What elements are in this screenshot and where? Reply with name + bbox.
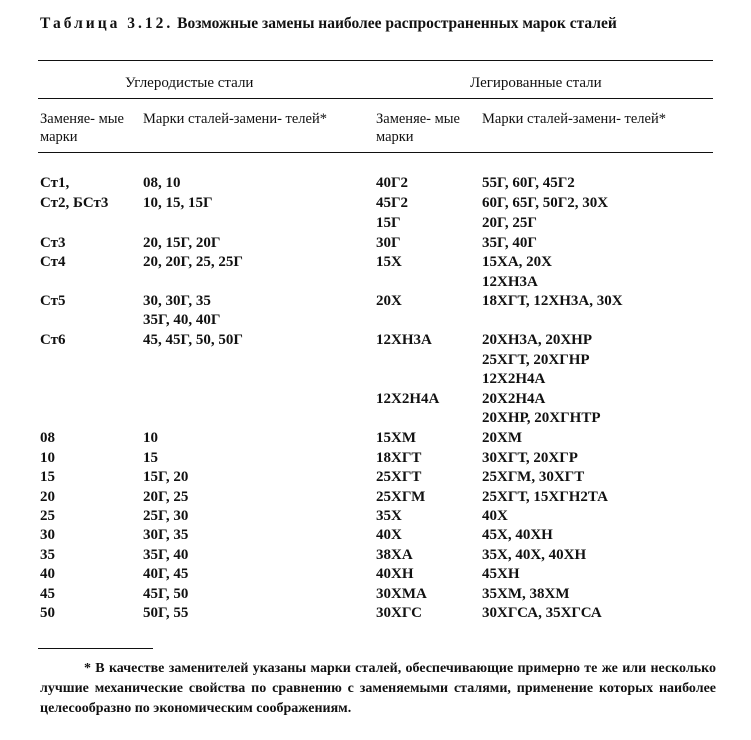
carbon-replaced-cell: 30 bbox=[40, 527, 55, 543]
alloy-substitutes-cell: 35Г, 40Г bbox=[482, 235, 537, 251]
alloy-replaced-cell: 30ХМА bbox=[376, 586, 427, 602]
carbon-substitutes-cell: 10, 15, 15Г bbox=[143, 195, 213, 211]
header-rule bbox=[38, 152, 713, 153]
carbon-substitutes-cell: 20, 20Г, 25, 25Г bbox=[143, 254, 243, 270]
alloy-replaced-cell: 18ХГТ bbox=[376, 450, 422, 466]
carbon-substitutes-cell: 20Г, 25 bbox=[143, 489, 189, 505]
carbon-replaced-cell: 45 bbox=[40, 586, 55, 602]
carbon-replaced-cell: Ст6 bbox=[40, 332, 66, 348]
alloy-substitutes-cell: 20Г, 25Г bbox=[482, 215, 537, 231]
alloy-replaced-cell: 40Х bbox=[376, 527, 402, 543]
alloy-substitutes-cell: 45ХН bbox=[482, 566, 520, 582]
alloy-replaced-cell: 25ХГМ bbox=[376, 489, 426, 505]
alloy-substitutes-cell: 40Х bbox=[482, 508, 508, 524]
carbon-replaced-cell: 35 bbox=[40, 547, 55, 563]
alloy-replaced-cell: 20Х bbox=[376, 293, 402, 309]
section-rule bbox=[38, 98, 713, 99]
carbon-substitutes-cell: 35Г, 40, 40Г bbox=[143, 312, 221, 328]
alloy-substitutes-cell: 55Г, 60Г, 45Г2 bbox=[482, 175, 575, 191]
col-header-carbon-substitutes: Марки сталей-замени- телей* bbox=[143, 111, 327, 127]
carbon-substitutes-cell: 35Г, 40 bbox=[143, 547, 189, 563]
carbon-replaced-cell: Ст2, БСт3 bbox=[40, 195, 109, 211]
alloy-replaced-cell: 40ХН bbox=[376, 566, 414, 582]
carbon-replaced-cell: 20 bbox=[40, 489, 55, 505]
alloy-replaced-cell: 12Х2Н4А bbox=[376, 391, 440, 407]
table-title bbox=[40, 14, 617, 33]
carbon-substitutes-cell: 08, 10 bbox=[143, 175, 181, 191]
carbon-replaced-cell: 15 bbox=[40, 469, 55, 485]
table-number: Таблица 3.12. bbox=[40, 15, 174, 32]
alloy-replaced-cell: 15Х bbox=[376, 254, 402, 270]
alloy-substitutes-cell: 25ХГТ, 20ХГНР bbox=[482, 352, 590, 368]
alloy-replaced-cell: 15Г bbox=[376, 215, 401, 231]
alloy-replaced-cell: 30Г bbox=[376, 235, 401, 251]
carbon-replaced-cell: 08 bbox=[40, 430, 55, 446]
footnote bbox=[40, 659, 716, 719]
alloy-substitutes-cell: 60Г, 65Г, 50Г2, 30Х bbox=[482, 195, 609, 211]
carbon-substitutes-cell: 10 bbox=[143, 430, 158, 446]
alloy-substitutes-cell: 20ХН3А, 20ХНР bbox=[482, 332, 592, 348]
alloy-substitutes-cell: 35ХМ, 38ХМ bbox=[482, 586, 570, 602]
carbon-replaced-cell: Ст3 bbox=[40, 235, 66, 251]
carbon-replaced-cell: 40 bbox=[40, 566, 55, 582]
col-header-alloy-substitutes: Марки сталей-замени- телей* bbox=[482, 111, 666, 127]
alloy-substitutes-cell: 12ХН3А bbox=[482, 274, 538, 290]
alloy-substitutes-cell: 15ХА, 20Х bbox=[482, 254, 552, 270]
col-header-alloy-replaced: Заменяе- мые марки bbox=[376, 111, 460, 145]
alloy-replaced-cell: 38ХА bbox=[376, 547, 413, 563]
carbon-substitutes-cell: 30, 30Г, 35 bbox=[143, 293, 211, 309]
carbon-substitutes-cell: 25Г, 30 bbox=[143, 508, 189, 524]
carbon-substitutes-cell: 15 bbox=[143, 450, 158, 466]
table-caption: Возможные замены наиболее распространенных марок сталей bbox=[173, 15, 617, 32]
alloy-substitutes-cell: 12Х2Н4А bbox=[482, 371, 546, 387]
carbon-substitutes-cell: 40Г, 45 bbox=[143, 566, 189, 582]
alloy-replaced-cell: 35Х bbox=[376, 508, 402, 524]
carbon-substitutes-cell: 50Г, 55 bbox=[143, 605, 189, 621]
alloy-substitutes-cell: 30ХГСА, 35ХГСА bbox=[482, 605, 602, 621]
carbon-replaced-cell: 10 bbox=[40, 450, 55, 466]
alloy-replaced-cell: 15ХМ bbox=[376, 430, 416, 446]
alloy-replaced-cell: 30ХГС bbox=[376, 605, 423, 621]
alloy-substitutes-cell: 20ХМ bbox=[482, 430, 522, 446]
footnote-text: * В качестве заменителей указаны марки сталей, обеспечивающие примерно те же или несколько лучшие механические свойства по сравнению с заменяемыми сталями, применение которых наиболее целесообразно по экономическим соображениям. bbox=[40, 661, 716, 716]
carbon-replaced-cell: Ст5 bbox=[40, 293, 66, 309]
carbon-substitutes-cell: 45, 45Г, 50, 50Г bbox=[143, 332, 243, 348]
alloy-substitutes-cell: 35Х, 40Х, 40ХН bbox=[482, 547, 587, 563]
alloy-substitutes-cell: 30ХГТ, 20ХГР bbox=[482, 450, 578, 466]
carbon-substitutes-cell: 20, 15Г, 20Г bbox=[143, 235, 221, 251]
carbon-replaced-cell: 25 bbox=[40, 508, 55, 524]
col-header-carbon-replaced: Заменяе- мые марки bbox=[40, 111, 124, 145]
carbon-substitutes-cell: 45Г, 50 bbox=[143, 586, 189, 602]
alloy-substitutes-cell: 20ХНР, 20ХГНТР bbox=[482, 410, 601, 426]
alloy-replaced-cell: 45Г2 bbox=[376, 195, 409, 211]
alloy-substitutes-cell: 25ХГТ, 15ХГН2ТА bbox=[482, 489, 609, 505]
alloy-replaced-cell: 25ХГТ bbox=[376, 469, 422, 485]
alloy-replaced-cell: 12ХН3А bbox=[376, 332, 432, 348]
alloy-substitutes-cell: 25ХГМ, 30ХГТ bbox=[482, 469, 585, 485]
carbon-replaced-cell: Ст4 bbox=[40, 254, 66, 270]
carbon-replaced-cell: 50 bbox=[40, 605, 55, 621]
carbon-substitutes-cell: 30Г, 35 bbox=[143, 527, 189, 543]
alloy-replaced-cell: 40Г2 bbox=[376, 175, 409, 191]
footnote-rule bbox=[38, 648, 153, 649]
section-carbon-header: Углеродистые стали bbox=[125, 75, 254, 91]
carbon-replaced-cell: Ст1, bbox=[40, 175, 70, 191]
alloy-substitutes-cell: 18ХГТ, 12ХН3А, 30Х bbox=[482, 293, 623, 309]
alloy-substitutes-cell: 20Х2Н4А bbox=[482, 391, 546, 407]
top-rule bbox=[38, 60, 713, 61]
carbon-substitutes-cell: 15Г, 20 bbox=[143, 469, 189, 485]
alloy-substitutes-cell: 45Х, 40ХН bbox=[482, 527, 553, 543]
section-alloy-header: Легированные стали bbox=[470, 75, 602, 91]
